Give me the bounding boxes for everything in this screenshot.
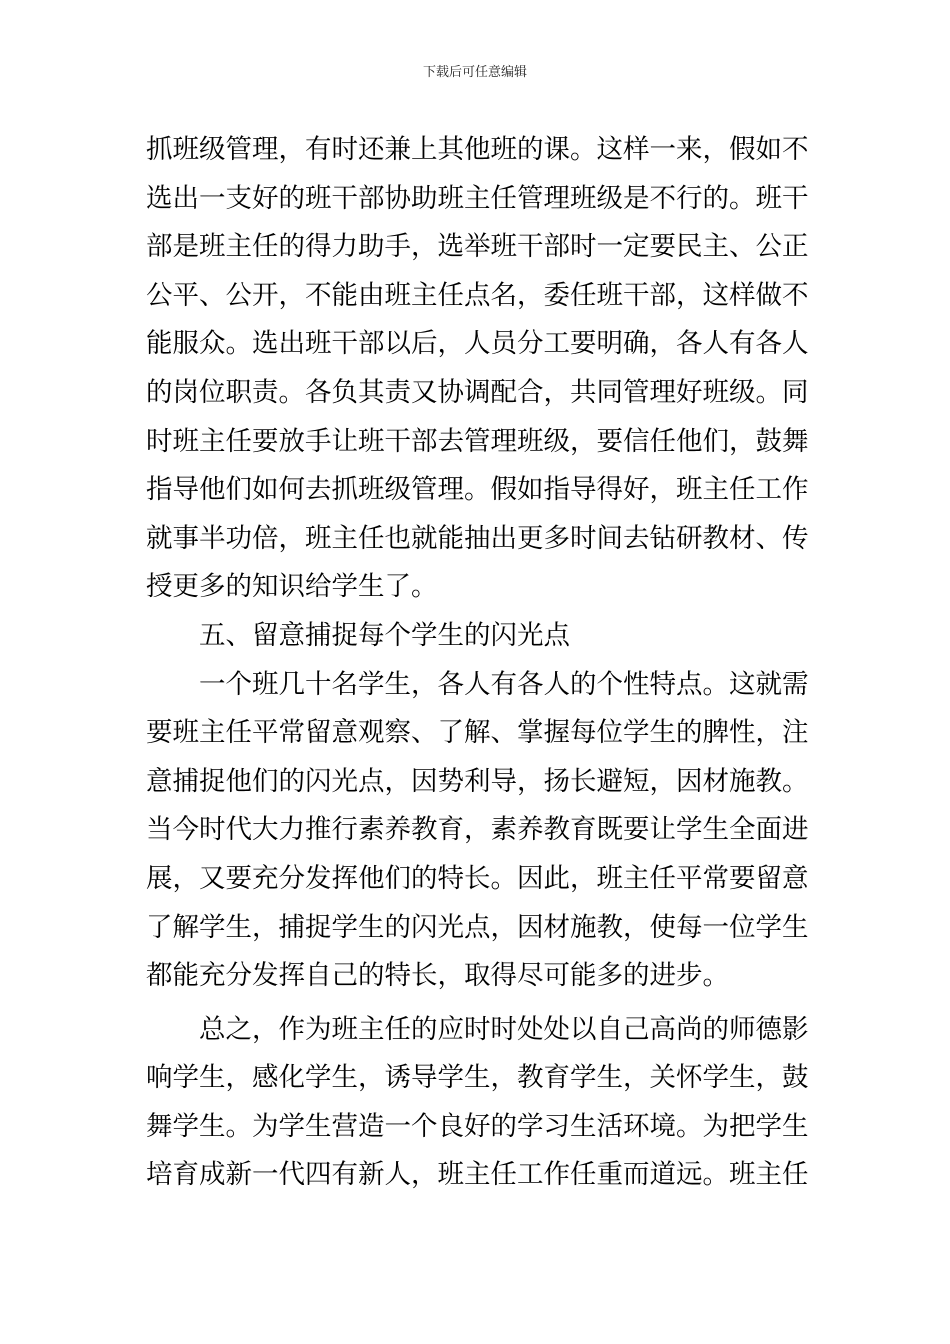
body-text-line: 时班主任要放手让班干部去管理班级，要信任他们，鼓舞 <box>146 425 809 457</box>
body-text-line: 选出一支好的班干部协助班主任管理班级是不行的。班干 <box>146 182 809 214</box>
body-text-line: 能服众。选出班干部以后，人员分工要明确，各人有各人 <box>146 328 809 360</box>
body-text-line: 授更多的知识给学生了。 <box>146 571 438 603</box>
body-text-line: 抓班级管理，有时还兼上其他班的课。这样一来，假如不 <box>146 134 809 165</box>
body-text-line: 当今时代大力推行素养教育，素养教育既要让学生全面进 <box>146 814 809 846</box>
body-text-line: 就事半功倍，班主任也就能抽出更多时间去钻研教材、传 <box>146 522 809 554</box>
body-text-line: 部是班主任的得力助手，选举班干部时一定要民主、公正 <box>146 231 809 263</box>
body-text-line: 总之，作为班主任的应时时处处以自己高尚的师德影 <box>199 1013 809 1045</box>
body-text-line: 了解学生，捕捉学生的闪光点，因材施教，使每一位学生 <box>146 911 809 943</box>
body-text-line: 公平、公开，不能由班主任点名，委任班干部，这样做不 <box>146 279 809 311</box>
body-text-line: 响学生，感化学生，诱导学生，教育学生，关怀学生，鼓 <box>146 1062 809 1094</box>
body-text-line: 要班主任平常留意观察、了解、掌握每位学生的脾性，注 <box>146 717 809 749</box>
body-text-line: 舞学生。为学生营造一个良好的学习生活环境。为把学生 <box>146 1110 809 1142</box>
page-header: 下载后可任意编辑 <box>422 65 527 80</box>
body-text-line: 指导他们如何去抓班级管理。假如指导得好，班主任工作 <box>146 474 809 506</box>
body-text-line: 意捕捉他们的闪光点，因势利导，扬长避短，因材施教。 <box>146 765 809 797</box>
body-text-line: 一个班几十名学生，各人有各人的个性特点。这就需 <box>199 668 809 700</box>
body-text-line: 的岗位职责。各负其责又协调配合，共同管理好班级。同 <box>146 376 809 408</box>
body-text-line: 都能充分发挥自己的特长，取得尽可能多的进步。 <box>146 960 729 992</box>
body-text-line: 培育成新一代四有新人，班主任工作任重而道远。班主任 <box>146 1159 809 1191</box>
document-body <box>146 126 826 1200</box>
body-text-line: 展，又要充分发挥他们的特长。因此，班主任平常要留意 <box>146 862 809 894</box>
section-heading: 五、留意捕捉每个学生的闪光点 <box>199 619 570 651</box>
